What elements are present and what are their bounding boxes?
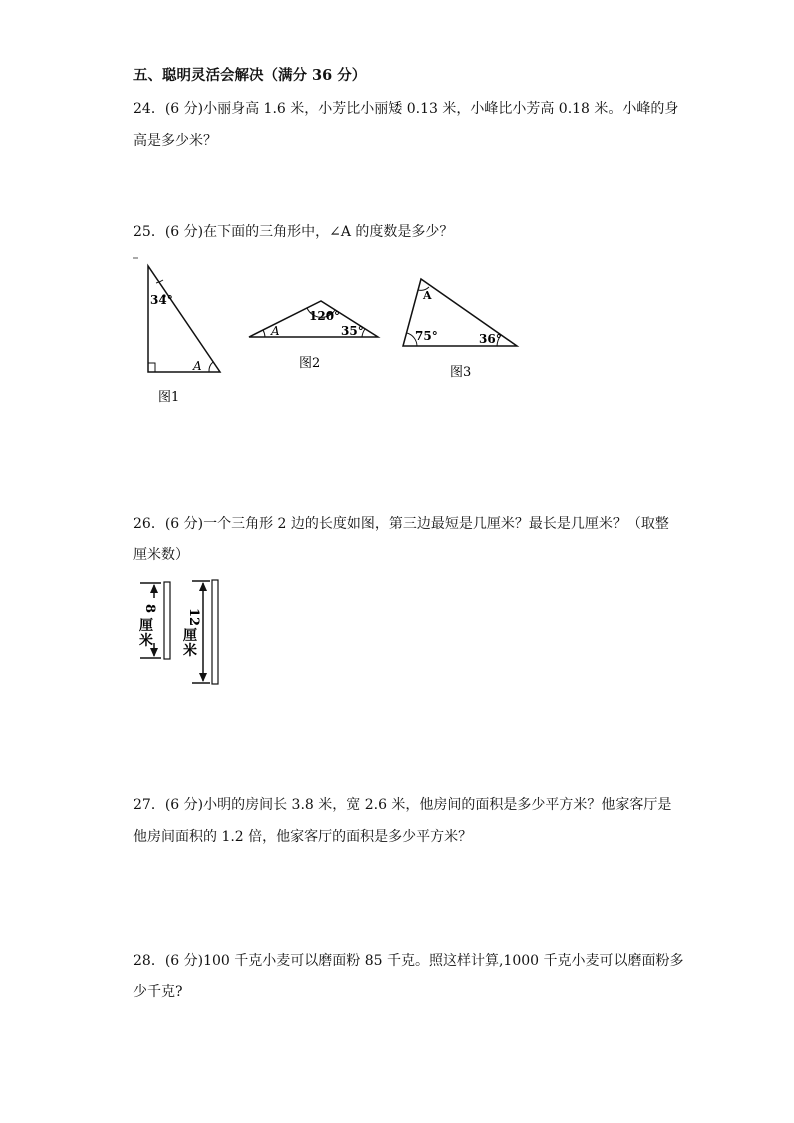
bar-2-number: 12 bbox=[186, 608, 201, 627]
question-27-line1: 27．(6 分)小明的房间长 3.8 米，宽 2.6 米，他房间的面积是多少平方米？他家客厅是 bbox=[133, 797, 672, 813]
bar-1-arrow-down bbox=[150, 648, 158, 657]
angle-label-2-right: 35° bbox=[341, 324, 364, 338]
question-27-line2: 他房间面积的 1.2 倍，他家客厅的面积是多少平方米？ bbox=[133, 829, 473, 845]
angle-label-3-left: 75° bbox=[415, 329, 438, 343]
angle-label-3-right: 36° bbox=[479, 332, 502, 346]
figure-3-caption: 图3 bbox=[450, 365, 472, 380]
angle-arc-1-a bbox=[209, 362, 213, 372]
triangle-figure-3 bbox=[403, 279, 517, 380]
question-24-line1: 24．(6 分)小丽身高 1.6 米，小芳比小丽矮 0.13 米，小峰比小芳高 0.18 米。小峰的身 bbox=[133, 101, 679, 117]
bar-1-arrow-up bbox=[150, 584, 158, 593]
question-26-line2: 厘米数） bbox=[133, 547, 189, 563]
bar-2-arrow-up bbox=[199, 582, 207, 591]
angle-label-1-top: 34° bbox=[150, 293, 173, 307]
question-26-line1: 26．(6 分)一个三角形 2 边的长度如图，第三边最短是几厘米？最长是几厘米？（取整 bbox=[133, 516, 669, 532]
question-24-line2: 高是多少米？ bbox=[133, 133, 217, 149]
right-angle-mark-1 bbox=[148, 363, 155, 372]
angle-arc-2-a bbox=[263, 330, 265, 337]
vertex-label-3: A bbox=[423, 289, 432, 302]
triangle-figure-2 bbox=[249, 301, 378, 371]
angle-label-2-top: 120° bbox=[309, 309, 341, 323]
question-28-line1: 28．(6 分)100 千克小麦可以磨面粉 85 千克。照这样计算,1000 千克小麦可以磨面粉多 bbox=[133, 953, 684, 969]
vertex-label-1: A bbox=[193, 359, 202, 373]
section-title: 五、聪明灵活会解决（满分 36 分） bbox=[133, 67, 367, 84]
question-25-line1: 25．(6 分)在下面的三角形中，∠A 的度数是多少？ bbox=[133, 224, 454, 240]
question-28-line2: 少千克? bbox=[133, 984, 183, 1000]
bar-1-unit-2: 米 bbox=[139, 633, 153, 649]
triangle-figure-1 bbox=[148, 266, 220, 405]
bar-2-stick bbox=[212, 580, 218, 684]
bar-1-unit-1: 厘 bbox=[139, 618, 153, 634]
bar-2-unit-2: 米 bbox=[183, 643, 197, 659]
vertex-label-2: A bbox=[271, 324, 280, 338]
bar-2-unit-1: 厘 bbox=[183, 628, 197, 644]
figure-2-caption: 图2 bbox=[299, 356, 321, 371]
bar-1-number: 8 bbox=[142, 604, 157, 614]
figure-1-caption: 图1 bbox=[158, 390, 180, 405]
bar-2-arrow-down bbox=[199, 673, 207, 682]
bar-figure-1 bbox=[138, 582, 170, 659]
bar-figure-2 bbox=[182, 580, 218, 684]
bar-1-stick bbox=[164, 582, 170, 659]
